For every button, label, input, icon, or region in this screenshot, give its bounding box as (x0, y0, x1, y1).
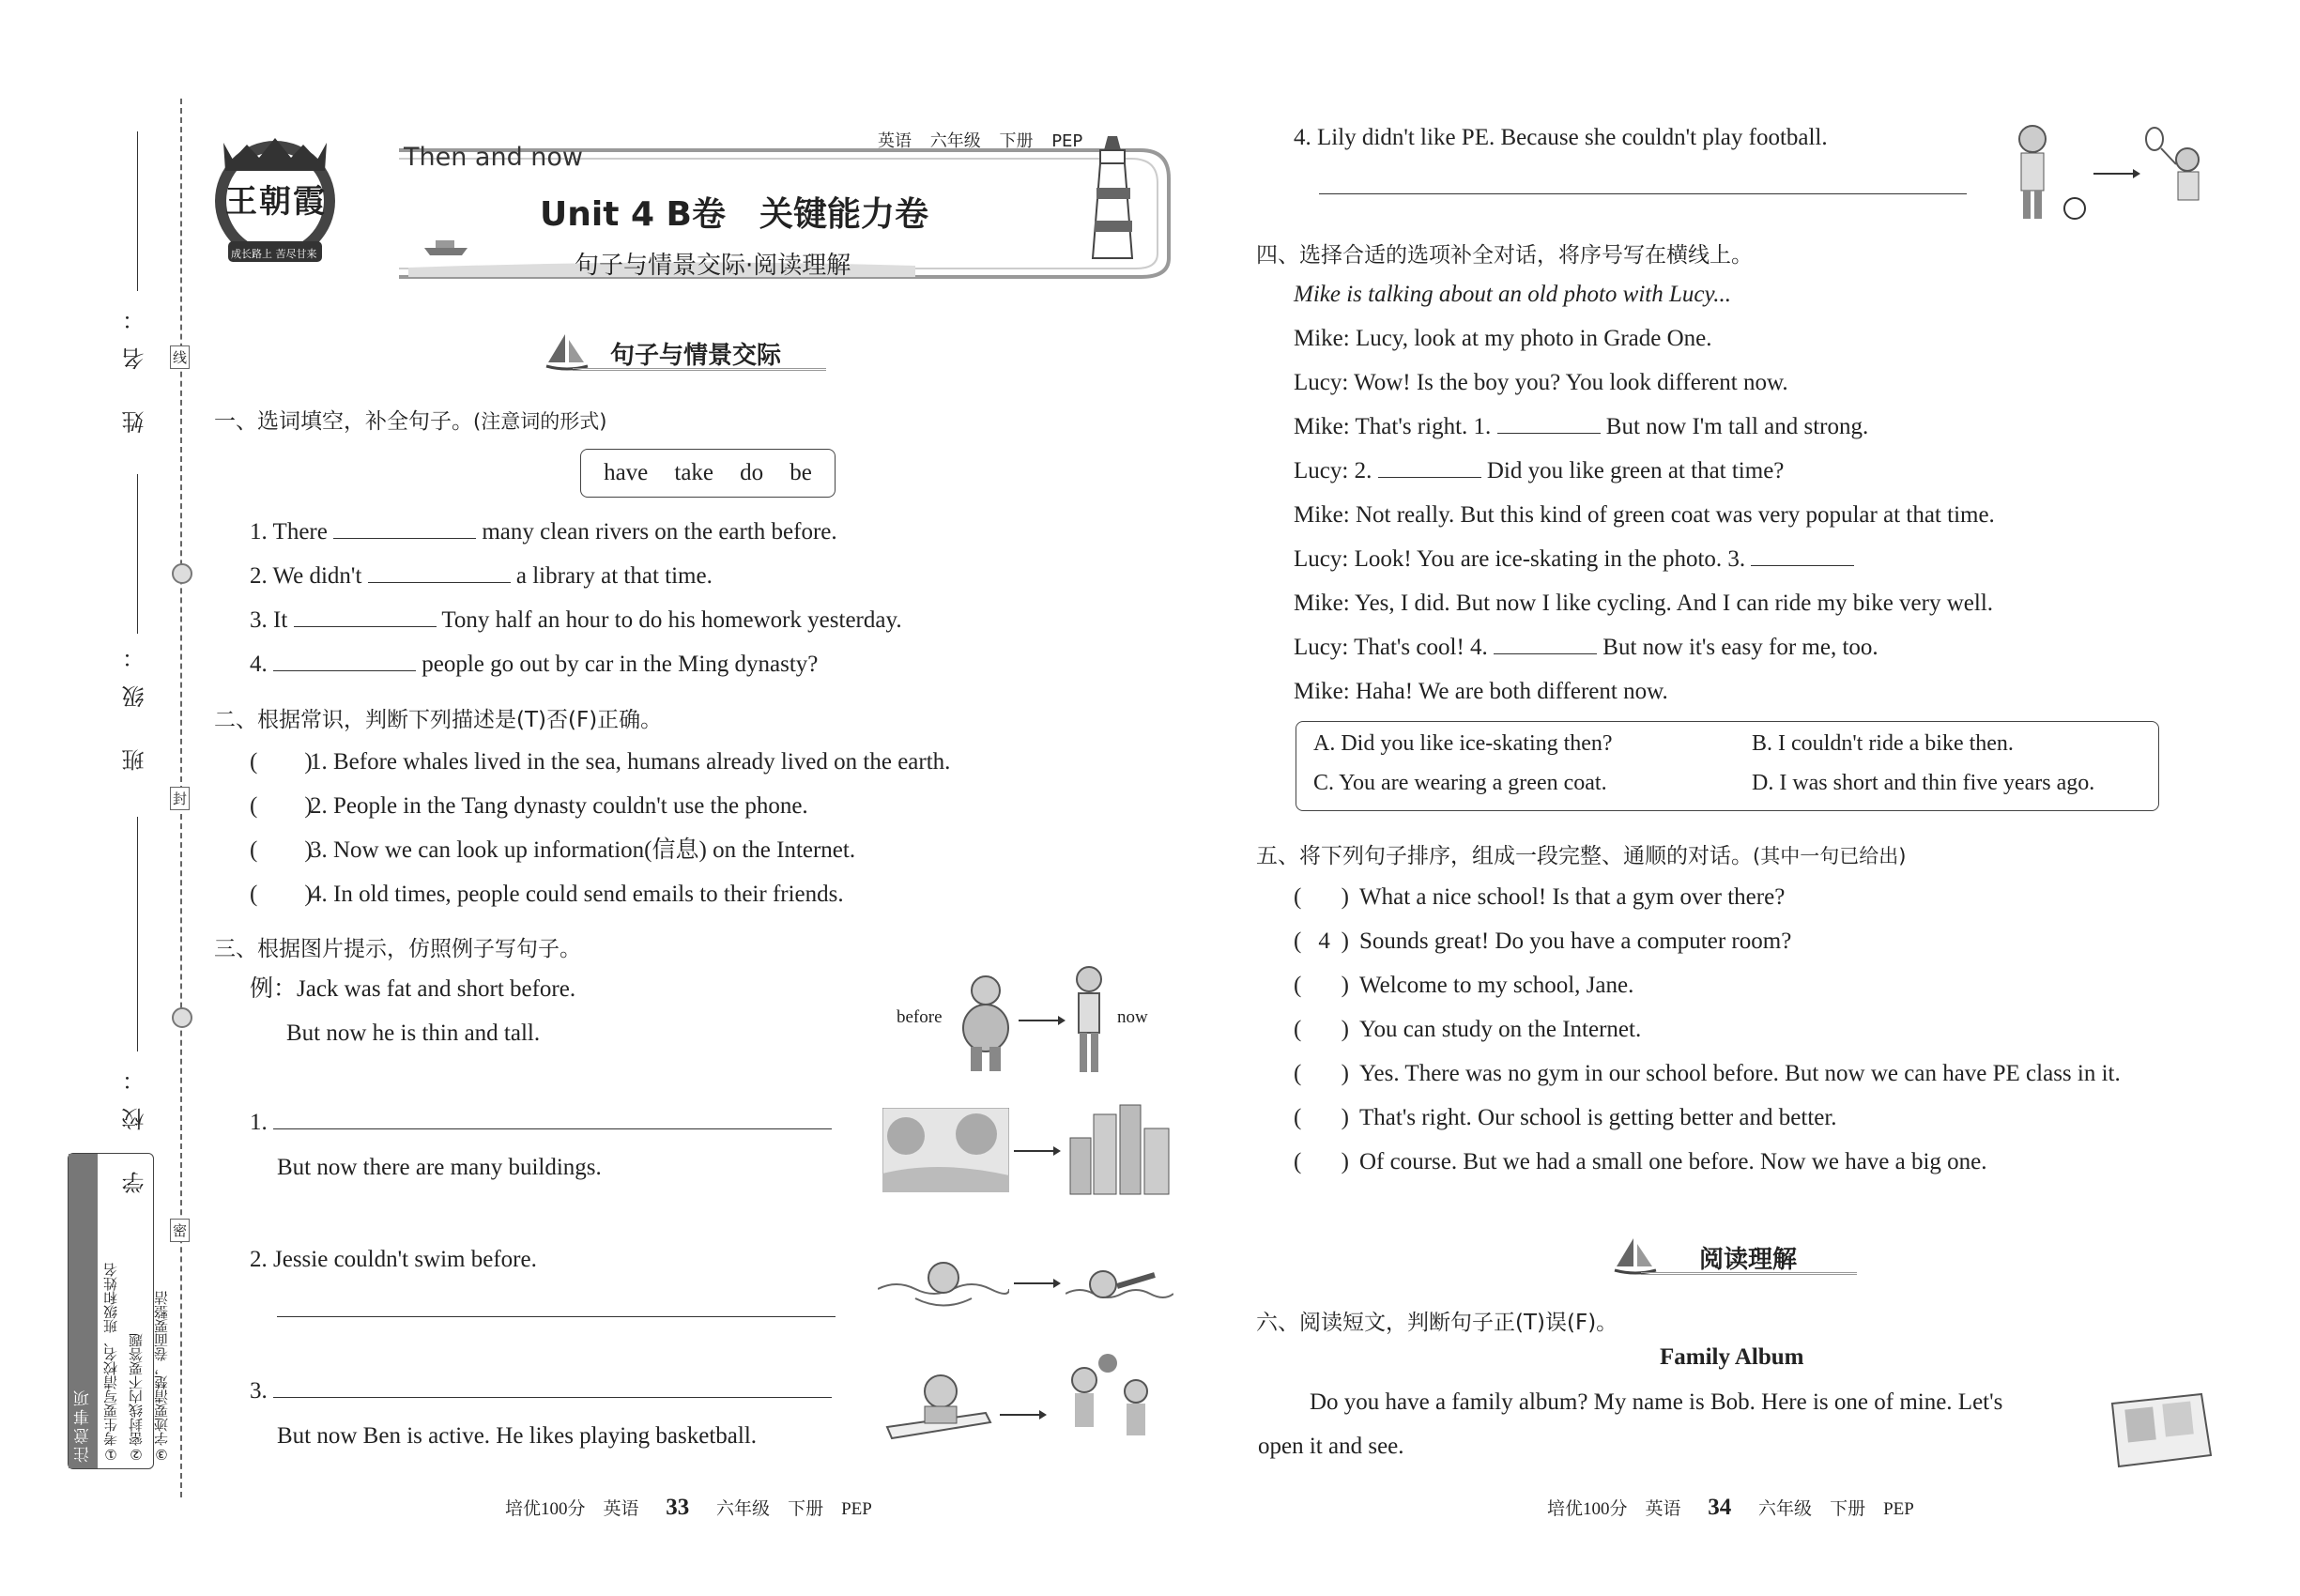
school-field-line[interactable] (137, 817, 138, 1051)
countryside-image (882, 1108, 1009, 1192)
option-c: C. You are wearing a green coat. (1313, 771, 1607, 795)
list-item: ( ) Of course. But we had a small one before. Now we have a big one. (1294, 1140, 2121, 1184)
s3-q3-line2: But now Ben is active. He likes playing basketball. (277, 1423, 758, 1449)
s3-example-2: But now he is thin and tall. (286, 1021, 541, 1046)
list-item: 3. It Tony half an hour to do his homework yesterday. (250, 598, 902, 642)
list-item: ( ) Welcome to my school, Jane. (1294, 963, 2121, 1007)
arrow-icon (1000, 1408, 1047, 1421)
passage-line-1: Do you have a family album? My name is Bob. Here is one of mine. Let's (1310, 1389, 2003, 1415)
answer-paren[interactable]: ( ) (1294, 1017, 1349, 1042)
word-have: have (604, 460, 649, 485)
buildings-image (1066, 1100, 1173, 1199)
passage-line-2: open it and see. (1258, 1434, 1404, 1459)
logo-text: 王朝霞 (225, 183, 327, 221)
s3-example-picture (897, 962, 1159, 1075)
cut-mark-feng: 封 (170, 787, 190, 810)
logo-slogan: 成长路上 苦尽甘来 (231, 248, 317, 260)
answer-line[interactable] (277, 1316, 836, 1317)
thin-boy-image (1066, 962, 1112, 1075)
name-field-line[interactable] (137, 131, 138, 291)
cut-mark-mi: 密 (170, 1219, 190, 1242)
footer-subject: 英语 (603, 1499, 639, 1519)
answer-blank[interactable] (333, 514, 476, 539)
list-item: ( )4. In old times, people could send emails to their friends. (250, 872, 950, 916)
playing-basketball-image (1051, 1352, 1169, 1465)
answer-paren: ( 4 ) (1294, 928, 1349, 954)
list-item: ( )2. People in the Tang dynasty couldn't use the phone. (250, 784, 950, 828)
word-take: take (674, 460, 714, 485)
list-item: 4. people go out by car in the Ming dynasty? (250, 642, 902, 686)
sailboat-icon (544, 332, 590, 372)
answer-blank[interactable] (368, 559, 511, 583)
cut-mark-xian: 线 (170, 345, 190, 369)
boy-studying-image (882, 1371, 995, 1460)
answer-line[interactable] (1319, 193, 1967, 194)
s3-q4-picture (1995, 122, 2220, 225)
s3-q1-line1: 1. (250, 1100, 832, 1144)
option-b: B. I couldn't ride a bike then. (1752, 731, 2014, 756)
section-band-title: 阅读理解 (1699, 1246, 1798, 1274)
s3-q4-line1: 4. Lily didn't like PE. Because she couldn't play football. (1294, 125, 1828, 150)
list-item: ( ) Yes. There was no gym in our school before. But now we can have PE class in it. (1294, 1051, 2121, 1096)
fat-boy-image (958, 972, 1014, 1075)
list-item: ( )1. Before whales lived in the sea, humans already lived on the earth. (250, 740, 950, 784)
s5-items (1294, 875, 2121, 1184)
tag-grade: 六年级 (929, 131, 981, 151)
answer-blank[interactable] (1751, 542, 1854, 566)
page-subtitle: 句子与情景交际·阅读理解 (575, 252, 851, 280)
option-a: A. Did you like ice-skating then? (1313, 731, 1613, 756)
footer-edition: PEP (1883, 1499, 1914, 1519)
notes-box (68, 1153, 170, 1469)
answer-line[interactable] (273, 1373, 832, 1398)
section-band-reading (1613, 1235, 1866, 1280)
s1-items (250, 510, 902, 686)
word-do: do (740, 460, 764, 485)
tag-edition: PEP (1051, 131, 1083, 151)
girl-badminton-image (2140, 122, 2220, 216)
option-d: D. I was short and thin five years ago. (1752, 771, 2095, 795)
arrow-icon (1019, 1014, 1066, 1027)
name-label: 姓 名： (122, 291, 148, 434)
s3-title: 三、根据图片提示，仿照例子写句子。 (214, 937, 581, 961)
list-item: ( ) What a nice school! Is that a gym over there? (1294, 875, 2121, 919)
s6-title: 六、阅读短文，判断句子正(T)误(F)。 (1256, 1311, 1618, 1335)
s1-note: (注意词的形式) (473, 410, 607, 433)
s4-dialogue (1294, 316, 1995, 714)
s2-title: 二、根据常识，判断下列描述是(T)否(F)正确。 (214, 708, 663, 732)
footer-term: 下册 (788, 1499, 824, 1519)
s4-options-box (1296, 721, 2159, 811)
arrow-icon (1014, 1277, 1061, 1290)
passage-title: Family Album (1660, 1344, 1804, 1370)
dialogue-line: Mike: That's right. 1. But now I'm tall and strong. (1294, 405, 1995, 449)
answer-paren[interactable]: ( ) (250, 882, 313, 907)
answer-blank[interactable] (1378, 453, 1481, 478)
notes-item-3: ③字迹要清楚，卷面要整洁 (153, 1291, 170, 1463)
swimming-girl-image (1066, 1247, 1173, 1322)
s3-q3-picture (882, 1352, 1173, 1465)
list-item: ( ) You can study on the Internet. (1294, 1007, 2121, 1051)
answer-blank[interactable] (1494, 630, 1597, 654)
s3-q3-line1: 3. (250, 1369, 832, 1413)
ship-icon (422, 235, 469, 257)
word-box (580, 449, 836, 498)
answer-paren[interactable]: ( ) (250, 793, 313, 819)
s1-title-text: 一、选词填空，补全句子。 (214, 409, 473, 434)
page-title: Unit 4 B卷 关键能力卷 (540, 195, 928, 234)
school-label: 学 校： (122, 1051, 148, 1194)
arrow-icon (2093, 167, 2140, 180)
notes-item-2: ②密封线内不要答题 (128, 1333, 145, 1463)
s4-intro: Mike is talking about an old photo with Lucy... (1294, 282, 1731, 307)
answer-blank[interactable] (1497, 409, 1601, 434)
lighthouse-icon (1080, 131, 1145, 263)
answer-paren[interactable]: ( ) (1294, 973, 1349, 998)
page-number: 34 (1708, 1495, 1732, 1520)
footer-book: 培优100分 (1547, 1499, 1628, 1519)
page-footer-right (1547, 1495, 1914, 1521)
dialogue-line: Lucy: Wow! Is the boy you? You look different now. (1294, 370, 1788, 395)
footer-term: 下册 (1830, 1499, 1866, 1519)
dialogue-line: Mike: Haha! We are both different now. (1294, 679, 1668, 704)
subject-tags (878, 128, 1082, 152)
now-label: now (1117, 1007, 1148, 1027)
s3-q1-picture (882, 1100, 1173, 1204)
sailboat-icon (1613, 1236, 1658, 1276)
footer-edition: PEP (841, 1499, 872, 1519)
footer-subject: 英语 (1645, 1499, 1681, 1519)
s3-q1-line2: But now there are many buildings. (277, 1155, 602, 1180)
dialogue-line: Mike: Lucy, look at my photo in Grade One. (1294, 326, 1712, 351)
binding-hole-2 (172, 1007, 192, 1028)
list-item: ( ) That's right. Our school is getting better and better. (1294, 1096, 2121, 1140)
answer-paren[interactable]: ( ) (1294, 884, 1349, 910)
dialogue-line: Lucy: 2. Did you like green at that time? (1294, 449, 1995, 493)
answer-blank[interactable] (273, 647, 416, 671)
tag-term: 下册 (999, 131, 1034, 151)
unit-name: Then and now (404, 143, 584, 172)
girl-football-image (1995, 122, 2089, 225)
arrow-icon (1014, 1144, 1061, 1158)
s5-title (1256, 838, 1906, 869)
s2-items (250, 740, 950, 916)
footer-grade: 六年级 (1758, 1499, 1813, 1519)
s3-q2-line1: 2. Jessie couldn't swim before. (250, 1247, 537, 1272)
class-label: 班 级： (122, 629, 148, 772)
class-field-line[interactable] (137, 474, 138, 634)
answer-paren[interactable]: ( ) (250, 749, 313, 775)
answer-paren[interactable]: ( ) (1294, 1149, 1349, 1174)
s5-note: (其中一句已给出) (1753, 845, 1907, 867)
dialogue-line: Mike: Not really. But this kind of green coat was very popular at that time. (1294, 502, 1995, 528)
s1-title (214, 404, 606, 435)
s5-title-text: 五、将下列句子排序，组成一段完整、通顺的对话。 (1256, 844, 1753, 868)
page-number: 33 (666, 1495, 690, 1520)
list-item: 2. We didn't a library at that time. (250, 554, 902, 598)
family-album-image (2108, 1389, 2216, 1474)
word-be: be (790, 460, 812, 485)
notes-item-1: ①考生要写清校名、班级和姓名 (102, 1263, 119, 1463)
dialogue-line: Lucy: That's cool! 4. But now it's easy for me, too. (1294, 625, 1995, 669)
answer-line[interactable] (273, 1105, 832, 1129)
drowning-girl-image (878, 1242, 1009, 1327)
list-item: 1. There many clean rivers on the earth before. (250, 510, 902, 554)
dialogue-line: Lucy: Look! You are ice-skating in the photo. 3. (1294, 537, 1995, 581)
answer-paren[interactable]: ( ) (1294, 1061, 1349, 1086)
answer-paren[interactable]: ( ) (1294, 1105, 1349, 1130)
tag-subject: 英语 (878, 131, 912, 151)
binding-hole-1 (172, 563, 192, 584)
answer-paren[interactable]: ( ) (250, 837, 313, 863)
list-item: ( 4 ) Sounds great! Do you have a computer room? (1294, 919, 2121, 963)
s3-example-1: 例：Jack was fat and short before. (250, 976, 576, 1002)
section-band-sentences (544, 330, 836, 376)
s3-q2-picture (878, 1237, 1178, 1331)
before-label: before (897, 1007, 943, 1027)
list-item: ( )3. Now we can look up information(信息) on the Internet. (250, 828, 950, 872)
answer-blank[interactable] (294, 603, 437, 627)
page-footer-left (505, 1495, 872, 1521)
notes-title: 注意事项 (69, 1154, 98, 1468)
section-band-title: 句子与情景交际 (610, 342, 782, 370)
footer-book: 培优100分 (505, 1499, 586, 1519)
footer-grade: 六年级 (716, 1499, 771, 1519)
s4-title: 四、选择合适的选项补全对话，将序号写在横线上。 (1256, 243, 1753, 268)
dialogue-line: Mike: Yes, I did. But now I like cycling. And I can ride my bike very well. (1294, 591, 1994, 616)
